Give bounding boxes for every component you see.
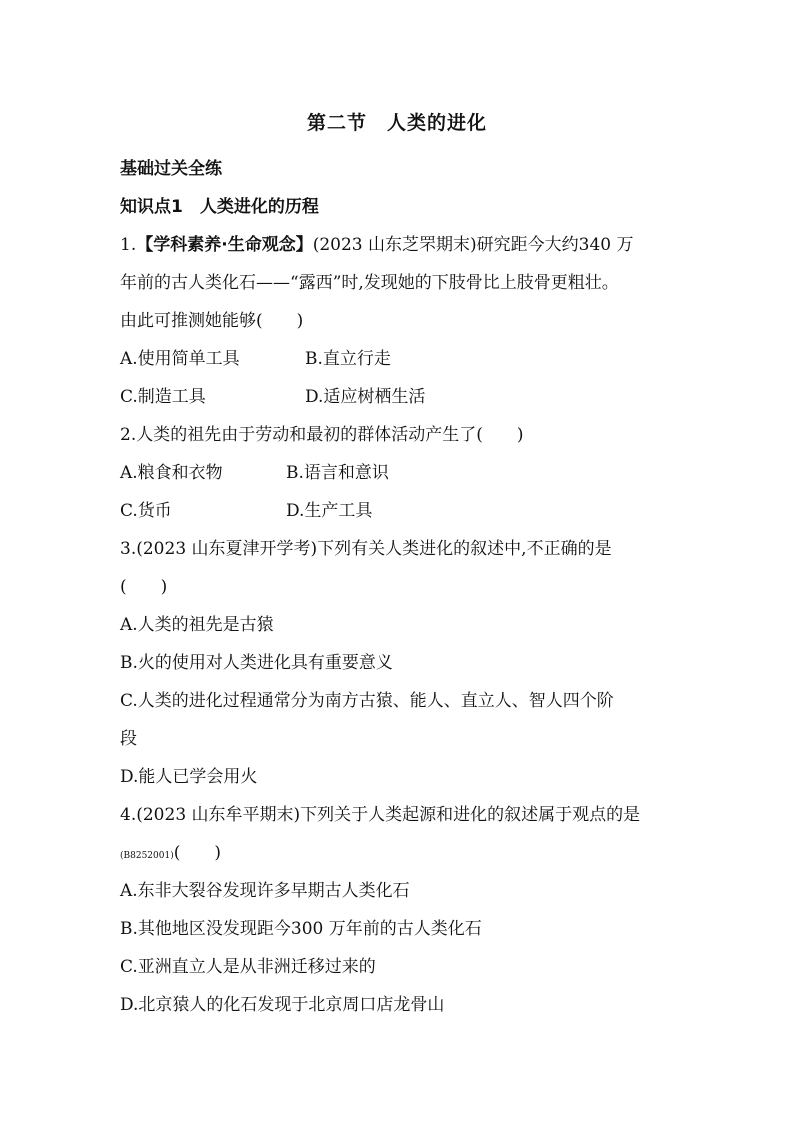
question-2-line-1 [120,416,700,454]
question-3 [120,530,700,796]
knowledge-point-heading: 知识点1 人类进化的历程 [120,197,319,217]
option-b: B.火的使用对人类进化具有重要意义 [120,653,393,673]
question-tag: 【学科素养·生命观念】 [136,235,313,255]
question-3-line-1 [120,530,700,568]
question-1-line-3: 由此可推测她能够( ) [120,311,304,331]
option-b: B.语言和意识 [286,463,389,483]
question-number: 3. [120,539,137,559]
option-a: A.粮食和衣物 [120,463,223,483]
question-stem: 人类的祖先由于劳动和最初的群体活动产生了( ) [136,425,524,445]
option-d: D.能人已学会用火 [120,767,258,787]
option-c: C.制造工具 [120,387,206,407]
option-a: A.使用简单工具 [120,349,240,369]
question-1-options-row-1 [120,340,700,378]
question-4 [120,796,700,1024]
question-stem: (2023 山东牟平期末)下列关于人类起源和进化的叙述属于观点的是 [136,805,641,825]
question-1 [120,226,700,416]
question-2 [120,416,700,530]
question-4-line-2 [120,834,700,872]
question-4-line-1 [120,796,700,834]
option-b: B.直立行走 [305,349,391,369]
option-a: A.人类的祖先是古猿 [120,615,274,635]
question-4-answer-blank: ( ) [173,843,221,863]
page-title: 第二节 人类的进化 [306,112,487,134]
question-code: (B8252001) [120,851,174,861]
option-c-continued: 段 [120,729,137,749]
question-2-options-row-2 [120,492,700,530]
question-number: 4. [120,805,137,825]
option-d: D.北京猿人的化石发现于北京周口店龙骨山 [120,995,445,1015]
question-2-options-row-1 [120,454,700,492]
question-stem: (2023 山东芝罘期末)研究距今大约340 万 [312,235,634,255]
question-3-answer-blank: ( ) [120,577,168,597]
option-d: D.适应树栖生活 [305,387,426,407]
option-d: D.生产工具 [286,501,373,521]
question-1-line-2: 年前的古人类化石——“露西”时,发现她的下肢骨比上肢骨更粗壮。 [120,273,619,293]
question-number: 1. [120,235,137,255]
option-a: A.东非大裂谷发现许多早期古人类化石 [120,881,410,901]
question-stem: (2023 山东夏津开学考)下列有关人类进化的叙述中,不正确的是 [136,539,612,559]
question-1-options-row-2 [120,378,700,416]
section-heading: 基础过关全练 [120,159,222,179]
option-c: C.人类的进化过程通常分为南方古猿、能人、直立人、智人四个阶 [120,691,614,711]
option-c: C.亚洲直立人是从非洲迁移过来的 [120,957,376,977]
question-1-line-1 [120,226,700,264]
option-c: C.货币 [120,501,172,521]
option-b: B.其他地区没发现距今300 万年前的古人类化石 [120,919,482,939]
content-body [120,150,700,1024]
question-number: 2. [120,425,137,445]
